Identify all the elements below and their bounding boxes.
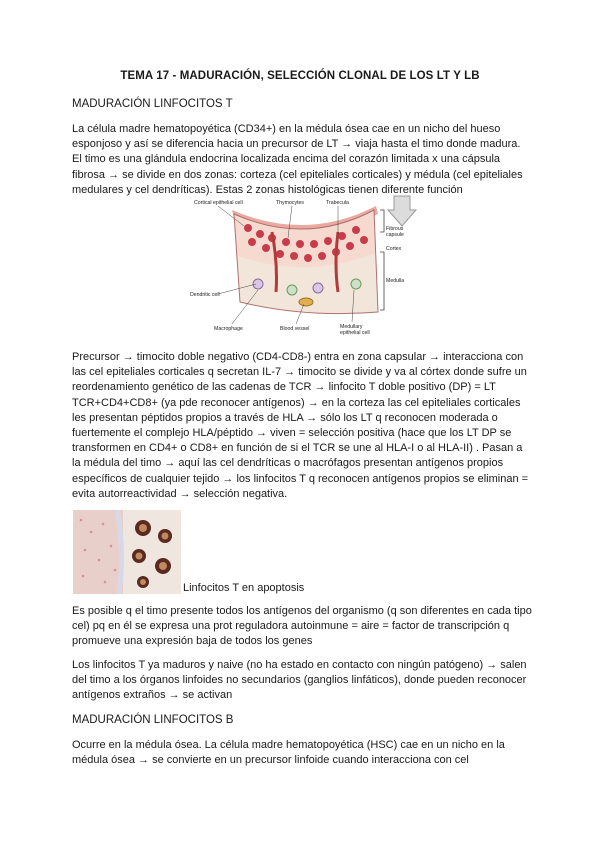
thymus-diagram bbox=[188, 192, 424, 340]
label-fibrous: Fibrous bbox=[386, 226, 404, 232]
label-trabecula: Trabecula bbox=[326, 200, 349, 206]
label-cortex: Cortex bbox=[386, 246, 402, 252]
label-medulla: Medulla bbox=[386, 278, 405, 284]
section-heading-b: MADURACIÓN LINFOCITOS B bbox=[72, 714, 234, 726]
paragraph-b-maturation: Ocurre en la médula ósea. La célula madre hematopoyética (HSC) cae en un nicho en la médula ósea → se convierte en un precursor linfoide cuando interacciona con cel bbox=[72, 739, 505, 767]
paragraph-naive: Los linfocitos T ya maduros y naive (no ha estado en contacto con ningún patógeno) → salen del timo a los órganos linfoides no secundarios (ganglios linfáticos), donde pueden reconocer antígenos extraños → se activan bbox=[72, 659, 527, 702]
figure-caption: Linfocitos T en apoptosis bbox=[183, 582, 305, 594]
label-medullary-epithelial: epithelial cell bbox=[340, 330, 370, 336]
section-heading-t: MADURACIÓN LINFOCITOS T bbox=[72, 98, 233, 110]
label-capsule: capsule bbox=[386, 232, 404, 238]
label-thymocytes: Thymocytes bbox=[276, 200, 304, 206]
paragraph-aire: Es posible q el timo presente todos los antígenos del organismo (q son diferentes en cada tipo cel) pq en él se expresa una prot reguladora autoinmune = aire = factor de transcripción q promueve una expresión baja de todos los genes bbox=[72, 605, 532, 648]
page-title: TEMA 17 - MADURACIÓN, SELECCIÓN CLONAL DE LOS LT Y LB bbox=[120, 70, 480, 82]
paragraph-t-selection: Precursor → timocito doble negativo (CD4-CD8-) entra en zona capsular → interacciona con las cel epiteliales corticales q secretan IL-7 → timocito se divide y va al córtex donde sufre un reordenamiento genético de las cadenas de TCR → linfocito T doble positivo (DP) = LT TCR+CD4+CD8+ (ya pde reconocer antígenos) → en la corteza las cel epiteliales corticales les presentan péptidos propios a través de HLA → sólo los LT q reconocen moderada o fuertemente el complejo HLA/péptido → viven = selección positiva (hace que los LT DP se transformen en CD4+ o CD8+ en función de si el TCR se une al HLA-I o al HLA-II) . Pasan a la médula del timo → aquí las cel dendríticas o macrófagos presentan antígenos propios específicos de cualquier tejido → los linfocitos T q reconocen antígenos propios se eliminan = evita autorreactividad → selección negativa. bbox=[72, 351, 529, 500]
label-vessel: Blood vessel bbox=[280, 326, 310, 332]
apoptosis-micrograph bbox=[73, 510, 181, 594]
label-dendritic: Dendritic cell bbox=[190, 292, 220, 298]
arrow-icon bbox=[388, 196, 416, 226]
label-cortical-cell: Cortical epithelial cell bbox=[194, 200, 243, 206]
label-medullary: Medullary bbox=[340, 324, 363, 330]
paragraph-intro: La célula madre hematopoyética (CD34+) en la médula ósea cae en un nicho del hueso esponjoso y así se diferencia hacia un precursor de LT → viaja hasta el timo donde madura. El timo es una glándula endocrina localizada encima del corazón limitada x una cápsula fibrosa → se divide en dos zonas: corteza (cel epiteliales corticales) y médula (cel epiteliales medulares y cel dendríticas). Estas 2 zonas histológicas tienen diferente función bbox=[72, 123, 523, 196]
label-macrophage: Macrophage bbox=[214, 326, 243, 332]
